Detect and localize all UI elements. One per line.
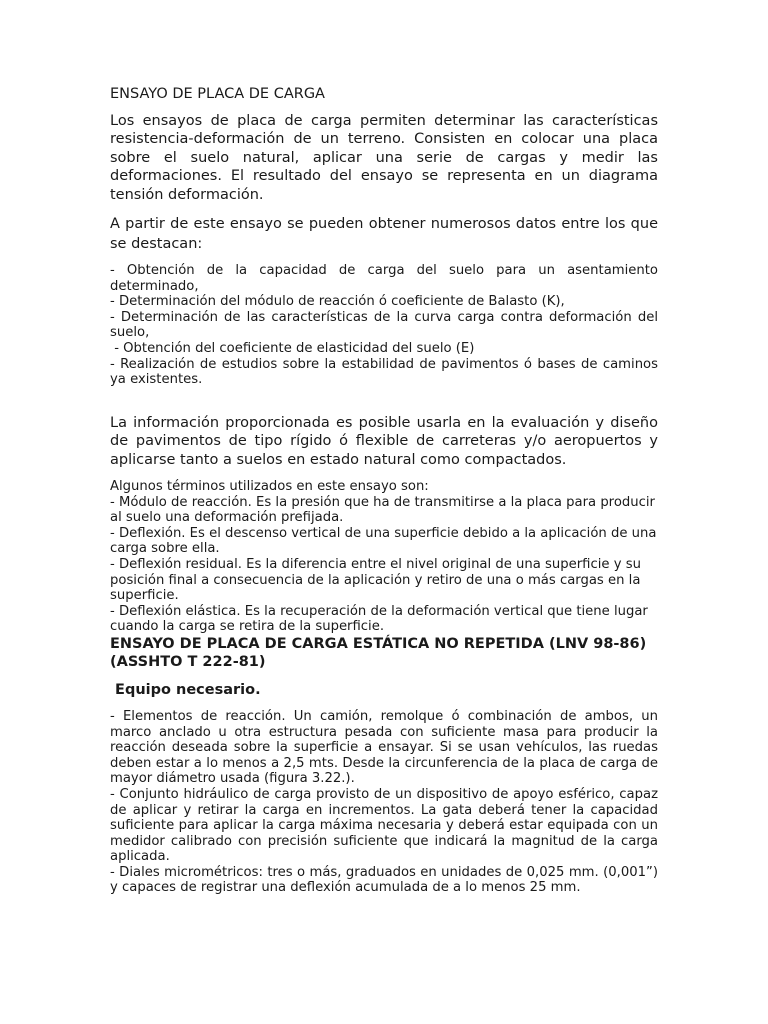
list-item: - Obtención de la capacidad de carga del suelo para un asentamiento determinado,	[110, 263, 658, 294]
informacion-paragraph: La información proporcionada es posible usarla en la evaluación y diseño de pavimentos de tipo rígido ó flexible de carreteras y/o aeropuertos y aplicarse tanto a suelos en estado natural como compactados.	[110, 414, 658, 468]
datos-list	[110, 263, 658, 388]
terminos-intro: Algunos términos utilizados en este ensayo son:	[110, 479, 429, 494]
list-item: - Elementos de reacción. Un camión, remolque ó combinación de ambos, un marco anclado u otra estructura pesada con suficiente masa para producir la reacción deseada sobre la superficie a ensayar. Si se usan vehículos, las ruedas deben estar a lo menos a 2,5 mts. Desde la circunferencia de la placa de carga de mayor diámetro usada (figura 3.22.).	[110, 708, 658, 787]
section-heading: ENSAYO DE PLACA DE CARGA ESTÁTICA NO REPETIDA (LNV 98-86) (ASSHTO T 222-81)	[110, 635, 647, 671]
list-item: - Deflexión elástica. Es la recuperación de la deformación vertical que tiene lugar cuando la carga se retira de la superficie.	[110, 603, 648, 635]
partir-paragraph: A partir de este ensayo se pueden obtener numerosos datos entre los que se destacan:	[110, 216, 658, 253]
list-item: - Determinación del módulo de reacción ó coeficiente de Balasto (K),	[110, 294, 565, 310]
document-title: ENSAYO DE PLACA DE CARGA	[110, 86, 325, 102]
list-item: - Realización de estudios sobre la estabilidad de pavimentos ó bases de caminos ya existentes.	[110, 356, 658, 388]
list-item: - Diales micrométricos: tres o más, graduados en unidades de 0,025 mm. (0,001”) y capaces de registrar una deflexión acumulada de a lo menos 25 mm.	[110, 864, 658, 896]
terminos-section	[110, 479, 658, 635]
list-item: - Deflexión. Es el descenso vertical de una superficie debido a la aplicación de una carga sobre ella.	[110, 525, 657, 557]
list-item: - Determinación de las características de la curva carga contra deformación del suelo,	[110, 309, 658, 341]
list-item: - Conjunto hidráulico de carga provisto de un dispositivo de apoyo esférico, capaz de aplicar y retirar la carga en incrementos. La gata deberá tener la capacidad suficiente para aplicar la carga máxima necesaria y deberá estar equipada con un medidor calibrado con precisión suficiente que indicará la magnitud de la carga aplicada.	[110, 786, 658, 865]
equipo-list	[110, 709, 658, 896]
list-item: - Deflexión residual. Es la diferencia entre el nivel original de una superficie y su posición final a consecuencia de la aplicación y retiro de una o más cargas en la superficie.	[110, 556, 641, 604]
equipo-heading: Equipo necesario.	[110, 681, 261, 698]
list-item: - Obtención del coeficiente de elasticidad del suelo (E)	[110, 341, 475, 356]
list-item: - Módulo de reacción. Es la presión que ha de transmitirse a la placa para producir al suelo una deformación prefijada.	[110, 494, 655, 526]
intro-paragraph: Los ensayos de placa de carga permiten determinar las características resistencia-deformación de un terreno. Consisten en colocar una placa sobre el suelo natural, aplicar una serie de cargas y medir las deformaciones. El resultado del ensayo se representa en un diagrama tensión deformación.	[110, 113, 658, 203]
document-content	[110, 84, 658, 896]
